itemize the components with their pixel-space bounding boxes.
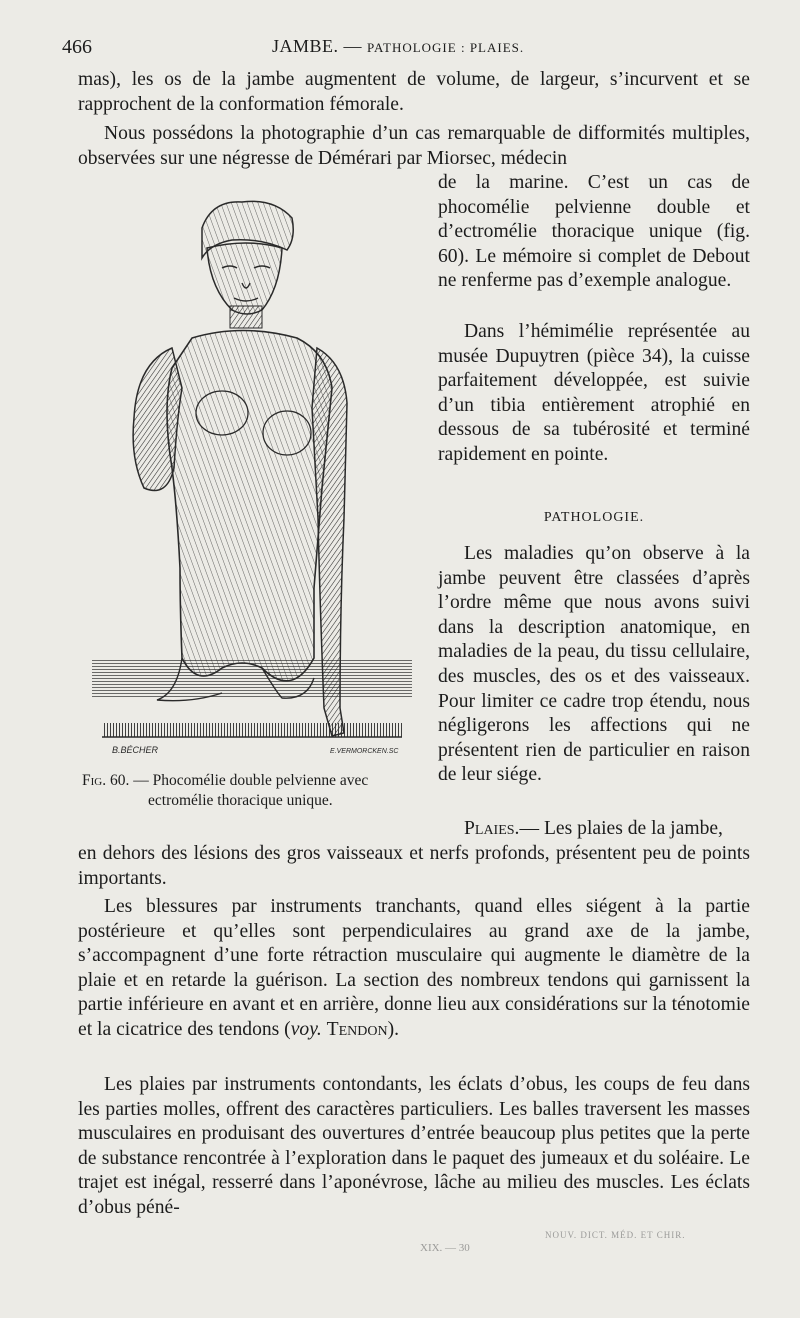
torso-shape — [167, 331, 332, 681]
footer-printer-note: NOUV. DICT. MÉD. ET CHIR. — [545, 1230, 686, 1240]
caption-line1: — Phocomélie double pelvienne avec — [129, 772, 369, 789]
neck-shape — [230, 306, 262, 328]
column-paragraph-maladies — [438, 542, 750, 788]
figure-60-engraving — [82, 188, 427, 758]
column-paragraph-cas-text: de la marine. C’est un cas de phocomélie pelvienne double et d’ectromélie thoracique unique (fig. 60). Le mémoire si complet de Debout ne renferme pas d’exemple analogue. — [438, 172, 750, 292]
caption-line2: ectromélie thoracique unique. — [148, 792, 333, 809]
caption-label: Fig. 60. — [82, 772, 130, 789]
column-paragraph-hemimelie-text: Dans l’hémimélie représentée au musée Dupuytren (pièce 34), la cuisse parfaitement développée, est suivie d’un tibia entièrement atrophié en dessous de sa tubérosité et terminé rapidement en pointe. — [438, 321, 750, 465]
paragraph-blessures — [78, 895, 750, 1043]
page-number: 466 — [62, 36, 92, 58]
paragraph-plaies-continued — [78, 842, 750, 891]
paragraph-contondants — [78, 1073, 750, 1221]
engraving-illustration — [82, 188, 427, 758]
running-title-main: JAMBE. — [272, 36, 339, 56]
signature-right: E.VERMORCKEN.SC — [330, 748, 399, 755]
tendon-ref: Tendon — [326, 1018, 388, 1040]
plaies-intro: — Les plaies de la jambe, — [519, 818, 723, 839]
running-title — [272, 36, 524, 57]
head-shape — [207, 243, 282, 314]
column-paragraph-maladies-text: Les maladies qu’on observe à la jambe peuvent être classées d’après l’ordre même que nous avons suivi dans la description anatomique, en maladies de la peau, du tissu cellulaire, des muscles, des os et des vaisseaux. Pour limiter ce cadre trop étendu, nous négligerons les affections qui ne présentent rien de particulier en raison de leur siége. — [438, 543, 750, 786]
running-title-dash: — — [338, 36, 368, 56]
voy-ref: voy. — [290, 1018, 322, 1040]
figure-caption — [82, 771, 432, 811]
column-paragraph-plaies — [438, 817, 750, 842]
paragraph-top-text: mas), les os de la jambe augmentent de volume, de largeur, s’incurvent et se rapprochent de la conformation fémorale. — [78, 69, 750, 115]
paragraph-photographie-text: Nous possédons la photographie d’un cas remarquable de difformités multiples, observées sur une négresse de Démérari par Miorsec, médecin — [78, 123, 750, 169]
running-header — [62, 36, 752, 62]
footer-signature: XIX. — 30 — [420, 1242, 470, 1254]
plaies-label: Plaies. — [464, 818, 520, 839]
paragraph-photographie — [78, 122, 750, 171]
water-base — [102, 723, 402, 737]
running-title-sub: PATHOLOGIE : PLAIES. — [367, 40, 525, 55]
column-paragraph-cas — [438, 171, 750, 294]
paragraph-contondants-text: Les plaies par instruments contondants, les éclats d’obus, les coups de feu dans les parties molles, offrent des caractères particuliers. Les balles traversent les masses musculaires en produisant des ouvertures d’entrée beaucoup plus petites que la perte de substance rencontrée à l’exploration dans le paquet des jumeaux et du soléaire. Le trajet est inégal, resserré dans l’aponévrose, lâche au milieu des muscles. Les éclats d’obus péné- — [78, 1074, 750, 1218]
paragraph-blessures-end: ). — [387, 1018, 400, 1040]
paragraph-blessures-text: Les blessures par instruments tranchants, quand elles siégent à la partie postérieure et qu’elles sont perpendiculaires au grand axe de la jambe, s’accompagnent d’une forte rétraction musculaire qui augmente le diamètre de la plaie et en retarde la guérison. La section des nombreux tendons qui garnissent la partie inférieure en avant et en arrière, donne lieu aux considérations sur la ténotomie et la cicatrice des tendons ( — [78, 896, 750, 1040]
signature-left: B.BÉCHER — [112, 745, 159, 755]
paragraph-plaies-continued-text: en dehors des lésions des gros vaisseaux et nerfs profonds, présentent peu de points importants. — [78, 843, 750, 889]
water-surface — [92, 658, 412, 698]
section-heading-pathologie: PATHOLOGIE. — [543, 510, 645, 525]
column-paragraph-hemimelie — [438, 320, 750, 468]
paragraph-top — [78, 68, 750, 117]
